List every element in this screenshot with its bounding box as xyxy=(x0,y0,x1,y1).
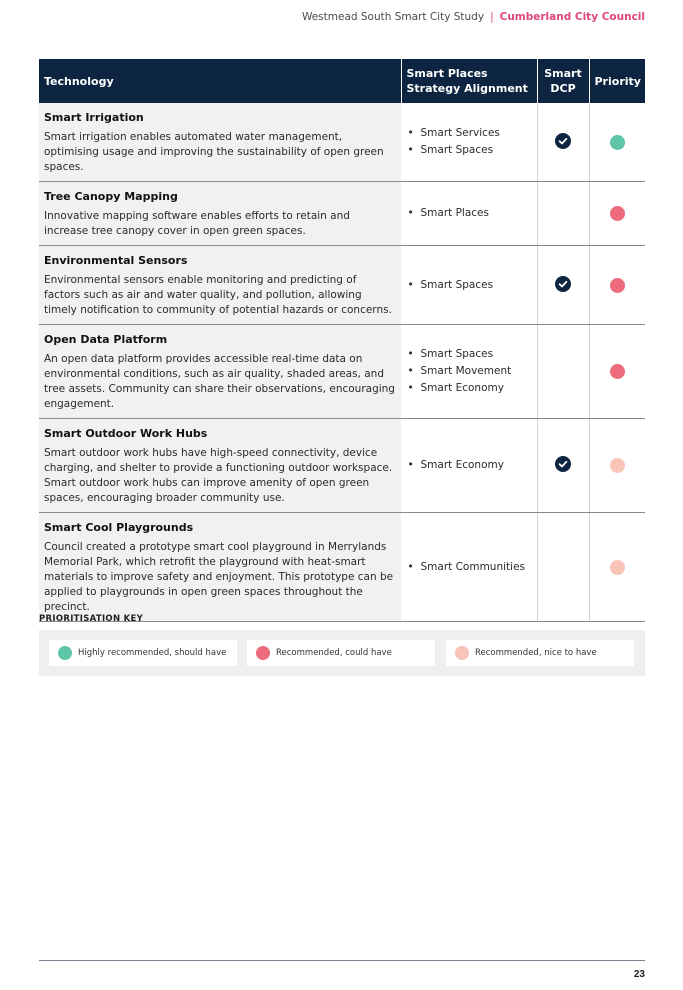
technology-cell xyxy=(39,182,401,246)
priority-dot-icon xyxy=(610,458,625,473)
bullet-icon: • xyxy=(407,459,414,471)
technology-description: An open data platform provides accessible real-time data on environmental conditions, such as air quality, shaded areas, and tree assets. Community can share their observations, encouraging engagement. xyxy=(44,353,395,410)
key-item-highly xyxy=(49,640,237,666)
bullet-icon: • xyxy=(407,348,414,360)
bullet-icon: • xyxy=(407,207,414,219)
key-item-label: Recommended, nice to have xyxy=(475,648,597,658)
alignment-item xyxy=(408,363,531,380)
bullet-icon: • xyxy=(407,144,414,156)
key-title: PRIORITISATION KEY xyxy=(39,614,144,624)
technology-table xyxy=(39,59,645,622)
table-row xyxy=(39,513,645,622)
technology-cell xyxy=(39,513,401,622)
header-separator: | xyxy=(490,11,494,23)
dcp-cell xyxy=(537,419,589,513)
study-title: Westmead South Smart City Study xyxy=(301,11,485,23)
col-priority: Priority xyxy=(589,59,645,103)
alignment-item xyxy=(408,457,531,474)
alignment-item xyxy=(408,277,531,294)
technology-title: Smart Irrigation xyxy=(44,111,144,124)
alignment-label: Smart Spaces xyxy=(420,144,494,156)
table-row xyxy=(39,182,645,246)
table-row xyxy=(39,419,645,513)
technology-description: Council created a prototype smart cool playground in Merrylands Memorial Park, which retrofit the playground with heat-smart materials to improve safety and enjoyment. This prototype can be applied to playgrounds in open green spaces throughout the precinct. xyxy=(44,541,394,613)
key-item-label: Highly recommended, should have xyxy=(78,648,227,658)
technology-title: Smart Cool Playgrounds xyxy=(44,521,194,534)
key-item-recommended xyxy=(247,640,435,666)
alignment-cell xyxy=(401,419,537,513)
alignment-cell xyxy=(401,103,537,182)
dcp-cell xyxy=(537,103,589,182)
priority-dot-icon xyxy=(610,206,625,221)
priority-dot-icon xyxy=(610,560,625,575)
technology-title: Environmental Sensors xyxy=(44,254,188,267)
alignment-label: Smart Economy xyxy=(420,459,504,471)
footer-divider xyxy=(39,960,645,961)
priority-dot-icon xyxy=(58,646,72,660)
alignment-cell xyxy=(401,182,537,246)
alignment-list xyxy=(408,346,531,397)
bullet-icon: • xyxy=(407,365,414,377)
technology-cell xyxy=(39,325,401,419)
table-header-row xyxy=(39,59,645,103)
priority-cell xyxy=(589,182,645,246)
col-dcp: Smart DCP xyxy=(537,59,589,103)
alignment-item xyxy=(408,142,531,159)
technology-description: Smart irrigation enables automated water management, optimising usage and improving the sustainability of open green spaces. xyxy=(44,131,384,173)
alignment-item xyxy=(408,125,531,142)
dcp-cell xyxy=(537,513,589,622)
alignment-list xyxy=(408,205,531,222)
technology-cell xyxy=(39,103,401,182)
technology-title: Open Data Platform xyxy=(44,333,168,346)
technology-title: Tree Canopy Mapping xyxy=(44,190,178,203)
alignment-list xyxy=(408,277,531,294)
bullet-icon: • xyxy=(407,382,414,394)
alignment-list xyxy=(408,125,531,159)
check-circle-icon xyxy=(555,456,571,472)
alignment-cell xyxy=(401,246,537,325)
dcp-cell xyxy=(537,182,589,246)
key-item-label: Recommended, could have xyxy=(276,648,392,658)
alignment-item xyxy=(408,380,531,397)
bullet-icon: • xyxy=(407,560,414,573)
technology-description: Environmental sensors enable monitoring and predicting of factors such as air and water quality, and pollution, allowing timely notification to community of potential hazards or concerns. xyxy=(44,274,392,316)
key-item-nice xyxy=(446,640,634,666)
page-number: 23 xyxy=(633,969,645,980)
technology-description: Innovative mapping software enables efforts to retain and increase tree canopy cover in open green spaces. xyxy=(44,210,350,237)
alignment-cell xyxy=(401,325,537,419)
priority-cell xyxy=(589,325,645,419)
alignment-label: Smart Economy xyxy=(420,382,504,394)
alignment-list xyxy=(408,457,531,474)
alignment-list xyxy=(408,559,531,576)
dcp-cell xyxy=(537,325,589,419)
col-alignment: Smart Places Strategy Alignment xyxy=(401,59,537,103)
priority-cell xyxy=(589,103,645,182)
table-row xyxy=(39,325,645,419)
alignment-label: Smart Places xyxy=(420,207,489,219)
alignment-label: Smart Movement xyxy=(420,365,512,377)
alignment-item xyxy=(408,205,531,222)
priority-dot-icon xyxy=(610,278,625,293)
priority-cell xyxy=(589,419,645,513)
alignment-label: Smart Spaces xyxy=(420,348,494,360)
technology-title: Smart Outdoor Work Hubs xyxy=(44,427,208,440)
bullet-icon: • xyxy=(407,127,414,139)
technology-cell xyxy=(39,419,401,513)
table-body xyxy=(39,103,645,622)
dcp-cell xyxy=(537,246,589,325)
check-circle-icon xyxy=(555,276,571,292)
technology-cell xyxy=(39,246,401,325)
technology-description: Smart outdoor work hubs have high-speed connectivity, device charging, and shelter to provide a functioning outdoor workspace. Smart outdoor work hubs can improve amenity of open green spaces, encouraging broader community use. xyxy=(44,447,393,504)
alignment-item xyxy=(408,559,531,576)
alignment-label: Smart Spaces xyxy=(420,278,494,291)
alignment-item xyxy=(408,346,531,363)
priority-dot-icon xyxy=(256,646,270,660)
table-row xyxy=(39,246,645,325)
priority-cell xyxy=(589,513,645,622)
alignment-cell xyxy=(401,513,537,622)
col-technology: Technology xyxy=(39,59,401,103)
page-header xyxy=(302,11,645,23)
alignment-label: Smart Communities xyxy=(420,560,526,573)
alignment-label: Smart Services xyxy=(420,127,500,139)
table-row xyxy=(39,103,645,182)
bullet-icon: • xyxy=(407,278,414,291)
check-circle-icon xyxy=(555,133,571,149)
priority-cell xyxy=(589,246,645,325)
priority-dot-icon xyxy=(610,364,625,379)
council-name: Cumberland City Council xyxy=(499,11,645,23)
priority-dot-icon xyxy=(610,135,625,150)
priority-dot-icon xyxy=(455,646,469,660)
prioritisation-key xyxy=(39,630,645,676)
